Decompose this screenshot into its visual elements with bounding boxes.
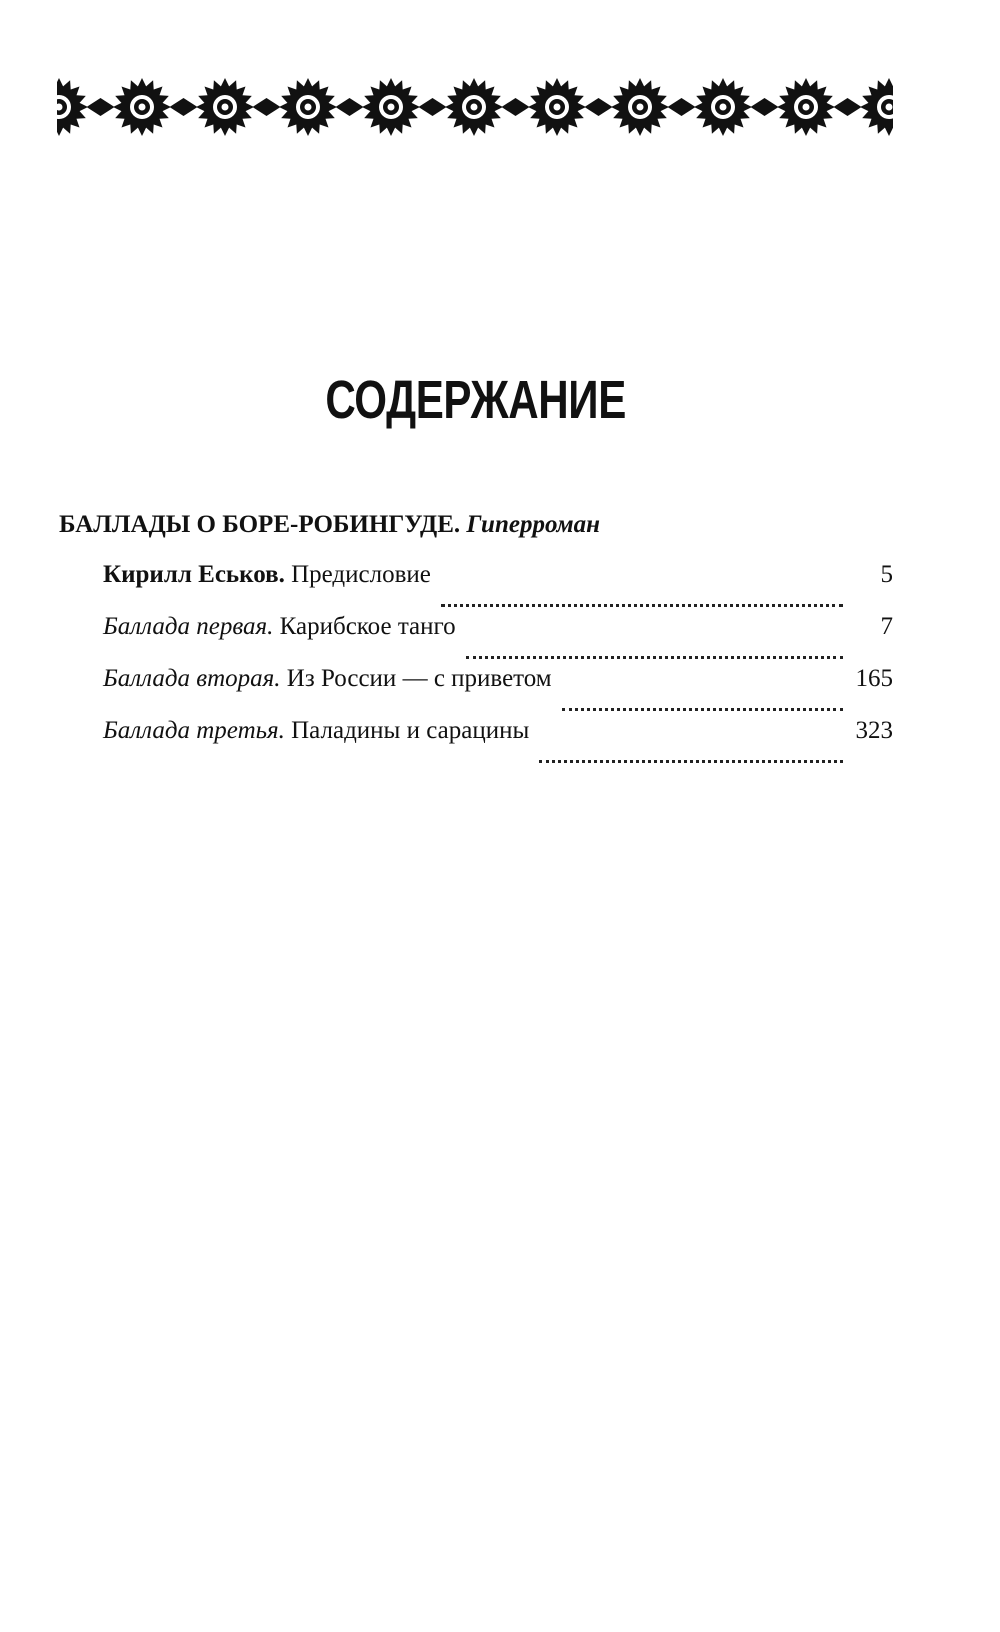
rosette-dot — [720, 104, 727, 111]
toc-entry-page: 7 — [880, 613, 893, 640]
ornament-link — [336, 98, 364, 116]
rosette-dot — [554, 104, 561, 111]
rosette-dot — [637, 104, 644, 111]
rosette-dot — [305, 104, 312, 111]
toc-entry[interactable] — [103, 562, 893, 614]
table-of-contents — [103, 562, 893, 770]
rosette-dot — [471, 104, 478, 111]
ornament-link — [751, 98, 779, 116]
toc-entry-title: Предисловие — [291, 561, 431, 588]
toc-entry-part: Баллада первая. — [103, 613, 274, 640]
rosette-border-ornament — [57, 76, 893, 138]
dot-leader — [441, 604, 843, 607]
ornament-link — [87, 98, 115, 116]
page-title: СОДЕРЖАНИЕ — [325, 370, 626, 430]
rosette-dot — [886, 104, 893, 111]
book-title: БАЛЛАДЫ О БОРЕ-РОБИНГУДЕ. — [59, 511, 461, 538]
toc-entry-part: Баллада третья. — [103, 717, 285, 744]
dot-leader — [466, 656, 843, 659]
ornament-link — [668, 98, 696, 116]
rosette-dot — [139, 104, 146, 111]
rosette-dot — [222, 104, 229, 111]
ornament-link — [253, 98, 281, 116]
toc-entry-page: 323 — [855, 717, 893, 744]
ornament-link — [585, 98, 613, 116]
dot-leader — [562, 708, 843, 711]
toc-entry[interactable] — [103, 718, 893, 770]
book-genre: Гиперроман — [466, 511, 601, 538]
toc-entry-title: Карибское танго — [279, 613, 456, 640]
rosette-border-icon — [57, 76, 893, 138]
ornament-link — [170, 98, 198, 116]
ornament-link — [502, 98, 530, 116]
toc-entry-part: Баллада вторая. — [103, 665, 281, 692]
ornament-link — [834, 98, 862, 116]
toc-entry-title: Из России — с приветом — [286, 665, 552, 692]
toc-entry-title: Паладины и сарацины — [291, 717, 530, 744]
rosette-dot — [803, 104, 810, 111]
dot-leader — [539, 760, 843, 763]
toc-entry[interactable] — [103, 614, 893, 666]
toc-entry-page: 165 — [855, 665, 893, 692]
toc-entry[interactable] — [103, 666, 893, 718]
book-heading — [59, 512, 600, 537]
rosette-dot — [388, 104, 395, 111]
toc-entry-page: 5 — [880, 561, 893, 588]
ornament-link — [419, 98, 447, 116]
toc-entry-author: Кирилл Еськов. — [103, 561, 285, 588]
